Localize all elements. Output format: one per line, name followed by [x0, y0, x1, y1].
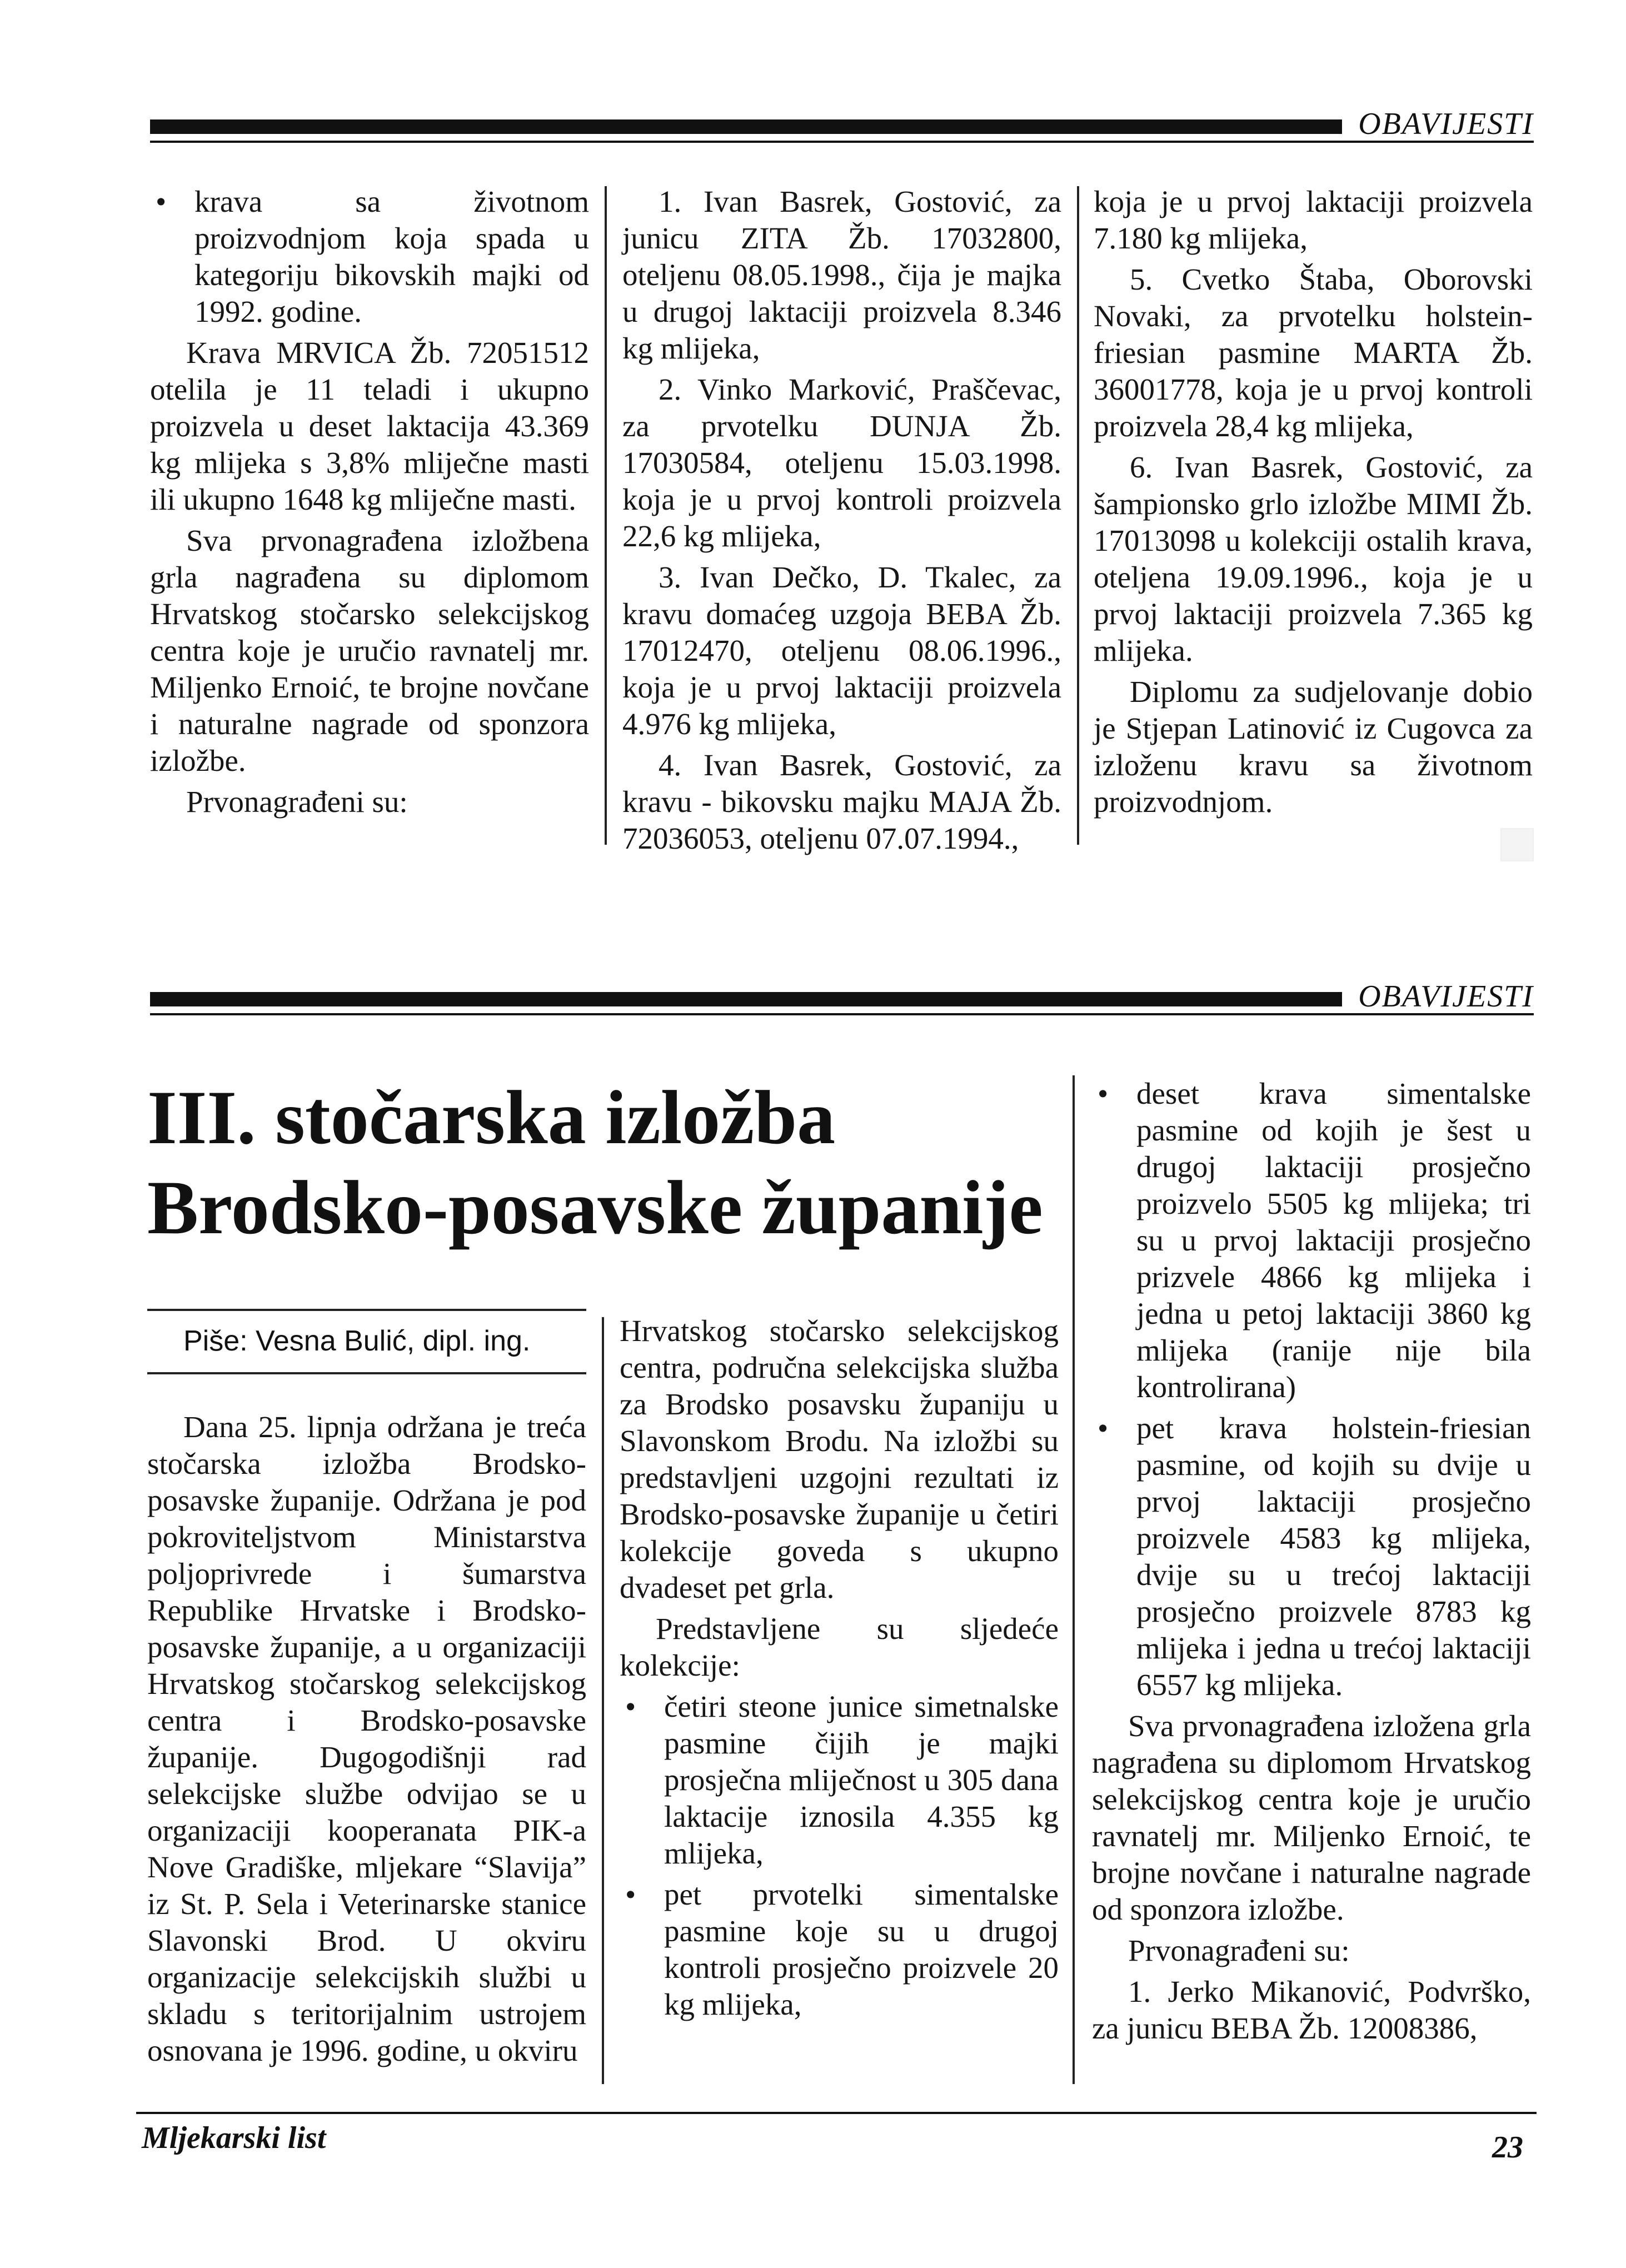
paragraph: Predstavljene su sljedeće kolekcije:	[620, 1612, 1059, 1682]
header-thin-rule	[150, 141, 1534, 143]
top-column-1	[150, 183, 589, 825]
column-divider	[1073, 1075, 1075, 2084]
paragraph: Krava MRVICA Žb. 72051512 otelila je 11 teladi i ukupno proizvela u deset laktacija 43.369 kg mlijeka s 3,8% mliječne masti ili ukupno 1648 kg mliječne masti.	[150, 336, 589, 516]
paragraph: Sva prvonagrađena izložbena grla nagrađena su diplomom Hrvatskog stočarsko selekcijskog centra koje je uručio ravnatelj mr. Miljenko Ernoić, te brojne novčane i naturalne nagrade od sponzora izložbe.	[150, 524, 589, 777]
paragraph: Dana 25. lipnja održana je treća stočarska izložba Brodsko-posavske županije. Održana je pod pokroviteljstvom Ministarstva poljoprivrede i šumarstva Republike Hrvatske i Brodsko-posavske županije, a u organizaciji Hrvatskog stočarskog selekcijskog centra i Brodsko-posavske županije. Dugogodišnji rad selekcijske službe odvijao se u organizaciji kooperanata PIK-a Nove Gradiške, mljekare “Slavija” iz St. P. Sela i Veterinarske stanice Slavonski Brod. U okviru organizacije selekcijskih službi u skladu s teritorijalnim ustrojem osnovana je 1996. godine, u okviru	[147, 1410, 586, 2067]
paragraph: 2. Vinko Marković, Praščevac, za prvotelku DUNJA Žb. 17030584, oteljenu 15.03.1998. koja je u prvoj kontroli proizvela 22,6 kg mlijeka,	[622, 372, 1061, 553]
section-header-top	[150, 107, 1534, 147]
paragraph: 1. Ivan Basrek, Gostović, za junicu ZITA Žb. 17032800, oteljenu 08.05.1998., čija je majka u drugoj laktaciji proizvela 8.346 kg mlijeka,	[622, 185, 1061, 365]
author-box	[147, 1309, 586, 1374]
paragraph: 3. Ivan Dečko, D. Tkalec, za kravu domaćeg uzgoja BEBA Žb. 17012470, oteljenu 08.06.1996., koja je u prvoj laktaciji proizvela 4.976 kg mlijeka,	[622, 560, 1061, 741]
list-item: • pet prvotelki simentalske pasmine koje su u drugoj kontroli prosječno proizvele 20 kg mlijeka,	[625, 1877, 1059, 2021]
top-column-3	[1094, 183, 1533, 825]
list-item: • krava sa životnom proizvodnjom koja spada u kategoriju bikovskih majki od 1992. godine.	[156, 185, 589, 328]
paragraph: Diplomu za sudjelovanje dobio je Stjepan Latinović iz Cugovca za izloženu kravu sa životnom proizvodnjom.	[1094, 675, 1533, 819]
column-divider	[1077, 186, 1079, 845]
section-label: OBAVIJESTI	[1358, 979, 1534, 1014]
article-column-2	[620, 1313, 1059, 2027]
list-item: • deset krava simentalske pasmine od kojih je šest u drugoj laktaciji prosječno proizvelo 5505 kg mlijeka; tri su u prvoj laktaciji prosječno prizvele 4866 kg mlijeka i jedna u petoj laktaciji 3860 kg mlijeka (ranije nije bila kontrolirana)	[1098, 1076, 1531, 1404]
paragraph: 1. Jerko Mikanović, Podvrško, za junicu BEBA Žb. 12008386,	[1092, 1975, 1531, 2045]
paragraph: 4. Ivan Basrek, Gostović, za kravu - bikovsku majku MAJA Žb. 72036053, oteljenu 07.07.1994.,	[622, 748, 1061, 855]
footer-rule	[136, 2112, 1537, 2114]
page-number: 23	[1492, 2130, 1523, 2165]
article-column-3	[1092, 1075, 1531, 2051]
header-thin-rule	[150, 1013, 1534, 1015]
bullet-icon: •	[625, 1689, 636, 1723]
section-label: OBAVIJESTI	[1358, 107, 1534, 141]
column-divider	[605, 186, 607, 845]
article-title	[147, 1073, 1092, 1253]
header-thick-rule	[150, 992, 1342, 1006]
author-byline: Piše: Vesna Bulić, dipl. ing.	[183, 1325, 531, 1357]
bullet-icon: •	[156, 185, 167, 218]
article-column-1	[147, 1409, 586, 2073]
list-item: • četiri steone junice simetnalske pasmine čijih je majki prosječna mliječnost u 305 dana laktacije iznosila 4.355 kg mlijeka,	[625, 1689, 1059, 1870]
paragraph: Sva prvonagrađena izložena grla nagrađena su diplomom Hrvatskog selekcijskog centra koje je uručio ravnatelj mr. Miljenko Ernoić, te brojne novčane i naturalne nagrade od sponzora izložbe.	[1092, 1709, 1531, 1926]
paragraph: koja je u prvoj laktaciji proizvela 7.180 kg mlijeka,	[1094, 185, 1533, 255]
header-thick-rule	[150, 119, 1342, 134]
paragraph: Hrvatskog stočarsko selekcijskog centra, područna selekcijska služba za Brodsko posavsku županiju u Slavonskom Brodu. Na izložbi su predstavljeni uzgojni rezultati iz Brodsko-posavske županije u četiri kolekcije goveda s ukupno dvadeset pet grla.	[620, 1314, 1059, 1604]
paragraph: 6. Ivan Basrek, Gostović, za šampionsko grlo izložbe MIMI Žb. 17013098 u kolekciji ostalih krava, oteljena 19.09.1996., koja je u prvoj laktaciji proizvela 7.365 kg mlijeka.	[1094, 450, 1533, 667]
column-divider	[602, 1317, 604, 2084]
section-header-article	[150, 979, 1534, 1020]
paragraph: 5. Cvetko Štaba, Oborovski Novaki, za prvotelku holstein-friesian pasmine MARTA Žb. 36001778, koja je u prvoj kontroli proizvela 28,4 kg mlijeka,	[1094, 262, 1533, 443]
title-line: Brodsko-posavske županije	[147, 1165, 1043, 1250]
top-column-2	[622, 183, 1061, 861]
journal-title: Mljekarski list	[142, 2121, 326, 2155]
scan-artifact	[1500, 828, 1534, 861]
title-line: III. stočarska izložba	[147, 1075, 836, 1160]
list-item: • pet krava holstein-friesian pasmine, od kojih su dvije u prvoj laktaciji prosječno proizvele 4583 kg mlijeka, dvije su u trećoj laktaciji prosječno proizvele 8783 kg mlijeka i jedna u trećoj laktaciji 6557 kg mlijeka.	[1098, 1411, 1531, 1702]
paragraph: Prvonagrađeni su:	[186, 785, 408, 819]
bullet-icon: •	[625, 1877, 636, 1911]
paragraph: Prvonagrađeni su:	[1128, 1933, 1350, 1967]
bullet-icon: •	[1098, 1411, 1109, 1445]
bullet-icon: •	[1098, 1076, 1109, 1110]
